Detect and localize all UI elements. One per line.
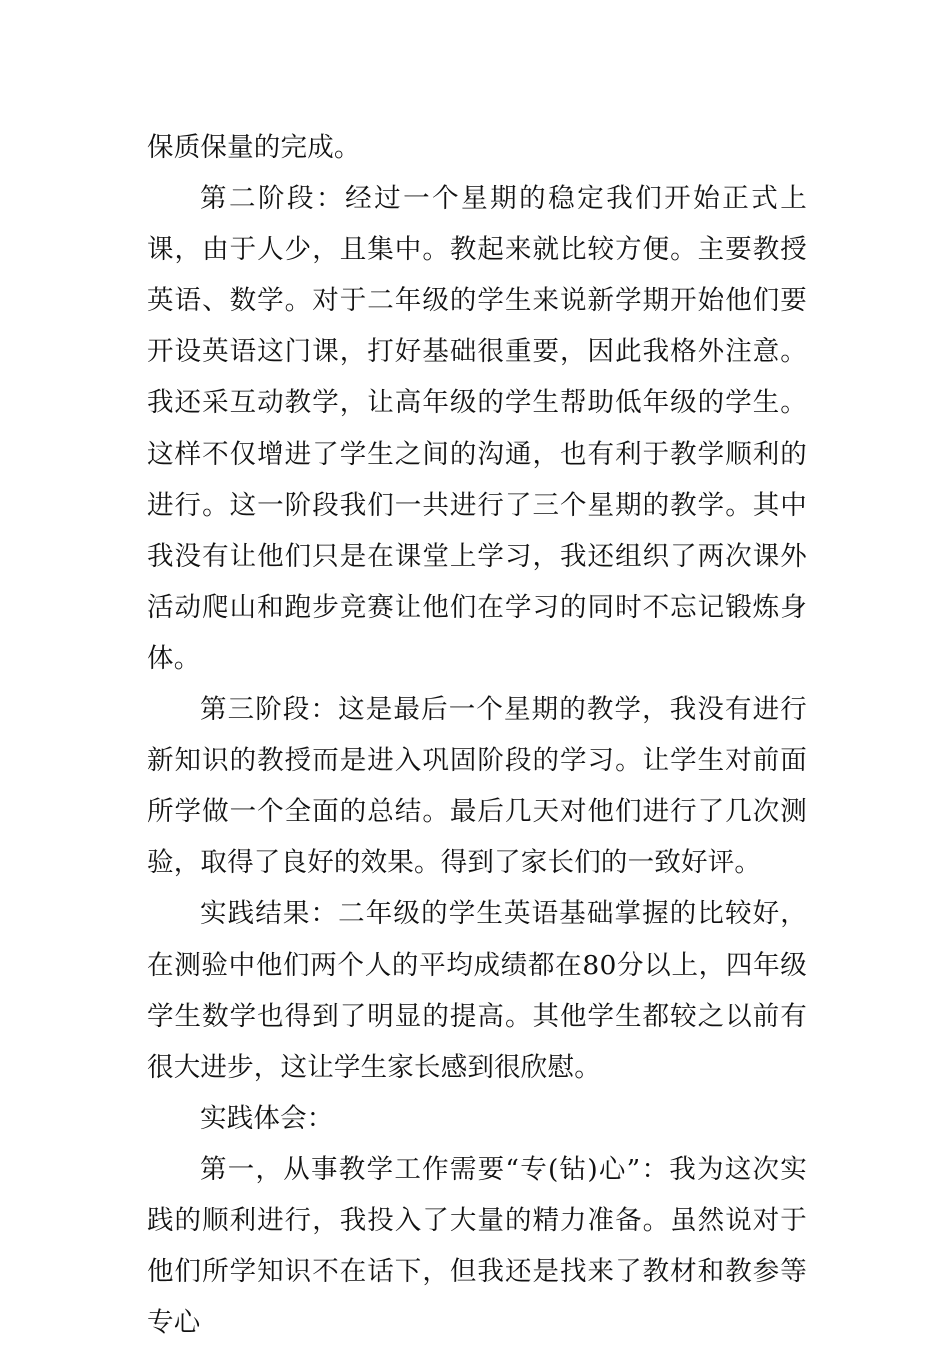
paragraph-practice-results: 实践结果：二年级的学生英语基础掌握的比较好，在测验中他们两个人的平均成绩都在80分以上，四年级学生数学也得到了明显的提高。其他学生都较之以前有很大进步，这让学生家长感到很欣慰。: [147, 898, 807, 1083]
document-body: [147, 122, 807, 1348]
paragraph-continuation: 保质保量的完成。: [147, 132, 361, 163]
paragraph-reflection-first: 第一，从事教学工作需要“专(钻)心”：我为这次实践的顺利进行，我投入了大量的精力准备。虽然说对于他们所学知识不在话下，但我还是找来了教材和教参等专心: [147, 1153, 807, 1339]
paragraph-stage-three: 第三阶段：这是最后一个星期的教学，我没有进行新知识的教授而是进入巩固阶段的学习。让学生对前面所学做一个全面的总结。最后几天对他们进行了几次测验，取得了良好的效果。得到了家长们的一致好评。: [147, 694, 807, 879]
paragraph-stage-two: 第二阶段：经过一个星期的稳定我们开始正式上课，由于人少，且集中。教起来就比较方便。主要教授英语、数学。对于二年级的学生来说新学期开始他们要开设英语这门课，打好基础很重要，因此我格外注意。我还采互动教学，让高年级的学生帮助低年级的学生。这样不仅增进了学生之间的沟通，也有利于教学顺利的进行。这一阶段我们一共进行了三个星期的教学。其中我没有让他们只是在课堂上学习，我还组织了两次课外活动爬山和跑步竞赛让他们在学习的同时不忘记锻炼身体。: [147, 183, 807, 674]
paragraph-practice-reflection-heading: 实践体会：: [200, 1102, 334, 1134]
